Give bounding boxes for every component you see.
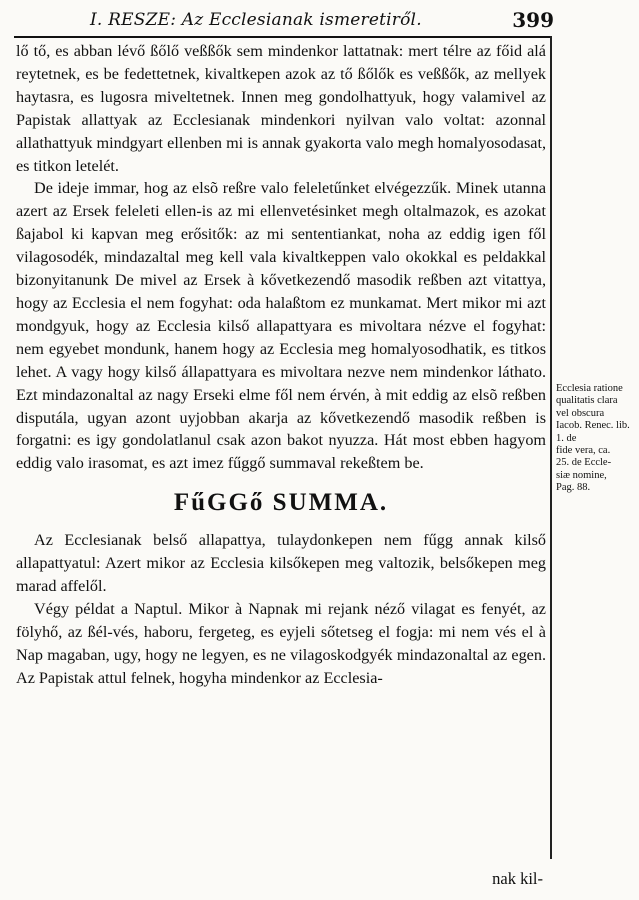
section-heading: FűGGő SUMMA. <box>173 489 389 517</box>
margin-rule <box>550 36 552 859</box>
running-header <box>18 8 558 36</box>
marginal-note: Ecclesia ratione qualitatis clara vel obscura Iacob. Renec. lib. 1. de fide vera, ca. 25. de Eccle- siæ nomine, Pag. 88. <box>556 383 630 494</box>
paragraph-3: Az Ecclesianak belső allapattya, tulaydonkepen nem fűgg annak kilső allapattyatul: Azert mikor az Ecclesia kilsőkepen meg valtozik, belsőkepen meg marad affelől. <box>16 531 546 596</box>
running-title: I. RESZE: Az Ecclesianak ismeretiről. <box>90 10 422 30</box>
paragraph-2: De ideje immar, hog az elsõ reßre valo feleletűnket elvégezzűk. Minek utanna azert az Ersek feleleti ellen-is az mi ellenvetésinket megh oltalmazok, es azokat ßajabol ki kapvan meg erősitők: az mi sententiankat, noha az eddig igen fől vilagosodék, mindazaltal meg kell vala kivaltkeppen valo okokkal es peldakkal bizonyitanunk De mivel az Ersek à kővetkezendő masodik reßben azt vitattya, hogy az Ecclesia el nem fogyhat: oda halaßtom ez munkamat. Mert mikor mi azt mondgyuk, hogy az Ecclesia kilső allapattyara es mivoltara nézve el fogyhat: nem egyebet mondunk, hanem hogy az Ecclesia meg homalyosodhatik, es titkos lehet. A vagy hogy kilső állapattyara es mivoltara nezve nem mindenkor láthato. Ezt mindazonaltal az nagy Erseki elme fől nem érvén, à mit eddig az elsõ reßben disputála, ugyan azont uyjobban akarja az kővetkezendő masodik reßben is forgatni: es igy gondolatlanul csak azon bakot nyuzza. Hát most ebben hagyom eddig valo irasomat, es azt imez fűggő summaval rekeßtem be. <box>16 179 546 473</box>
catchword: nak kil- <box>492 869 543 888</box>
paragraph-1: lő tő, es abban lévő ßőlő veßßők sem mindenkor lattatnak: mert télre az főid alá reytetnek, es be fedettetnek, kivaltkepen azok az tő ßőlők es veßßők, az mellyek haytasra, es lugosra miveltetnek. Innen meg gondolhattyuk, hogy valamivel az Papistak allattyak az Ecclesianak mindenkori nyilvan valo voltat: azonnal allathattyuk mindgyart ellenben mi is annak gyakorta valo megh homalyosodasat, es titkon letelét. <box>16 42 546 175</box>
header-rule <box>14 36 550 38</box>
paragraph-4: Végy példat a Naptul. Mikor à Napnak mi rejank néző vilagat es fenyét, az fölyhő, az ßél-vés, haboru, fergeteg, es eyjeli sőtetseg el fogja: mi nem vés el à Nap magaban, ugy, hogy ne legyen, es ne vilagoskodgyék mindazonaltal az egen. Az Papistak attul felnek, hogyha mindenkor az Ecclesia- <box>16 599 546 687</box>
page-number: 399 <box>512 8 554 32</box>
main-text-block <box>16 40 546 690</box>
